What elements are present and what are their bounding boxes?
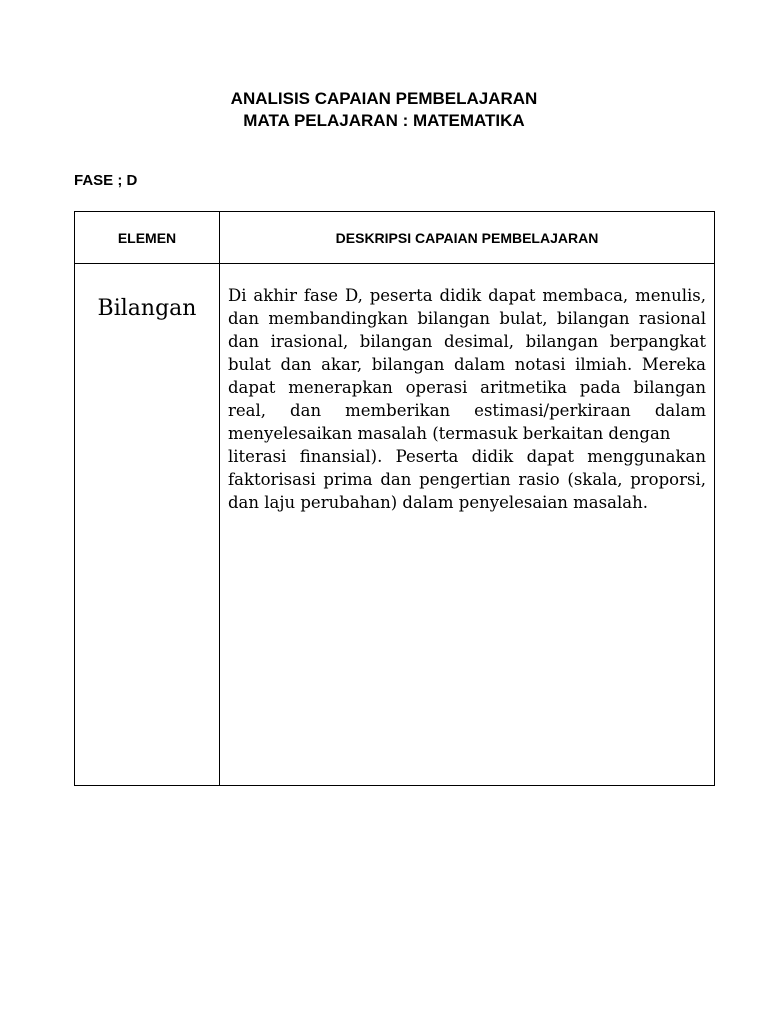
table-row	[75, 264, 715, 786]
document-title	[0, 88, 768, 132]
title-line-1: ANALISIS CAPAIAN PEMBELAJARAN	[230, 89, 538, 108]
fase-label: FASE ; D	[74, 172, 138, 189]
capaian-table	[74, 211, 715, 786]
elemen-cell: Bilangan	[75, 264, 220, 786]
deskripsi-cell	[220, 264, 715, 786]
title-line-2: MATA PELAJARAN : MATEMATIKA	[243, 111, 525, 130]
header-elemen: ELEMEN	[75, 212, 220, 264]
deskripsi-paragraph-1: Di akhir fase D, peserta didik dapat membaca, menulis, dan membandingkan bilangan bulat, bilangan rasional dan irasional, bilangan desimal, bilangan berpangkat bulat dan akar, bilangan dalam notasi ilmiah. Mereka dapat menerapkan operasi aritmetika pada bilangan real, dan memberikan estimasi/perkiraan dalam menyelesaikan masalah (termasuk berkaitan dengan	[228, 286, 706, 443]
deskripsi-paragraph-2: literasi finansial). Peserta didik dapat menggunakan faktorisasi prima dan pengertian rasio (skala, proporsi, dan laju perubahan) dalam penyelesaian masalah.	[228, 447, 706, 512]
header-deskripsi: DESKRIPSI CAPAIAN PEMBELAJARAN	[220, 212, 715, 264]
table-header-row	[75, 212, 715, 264]
